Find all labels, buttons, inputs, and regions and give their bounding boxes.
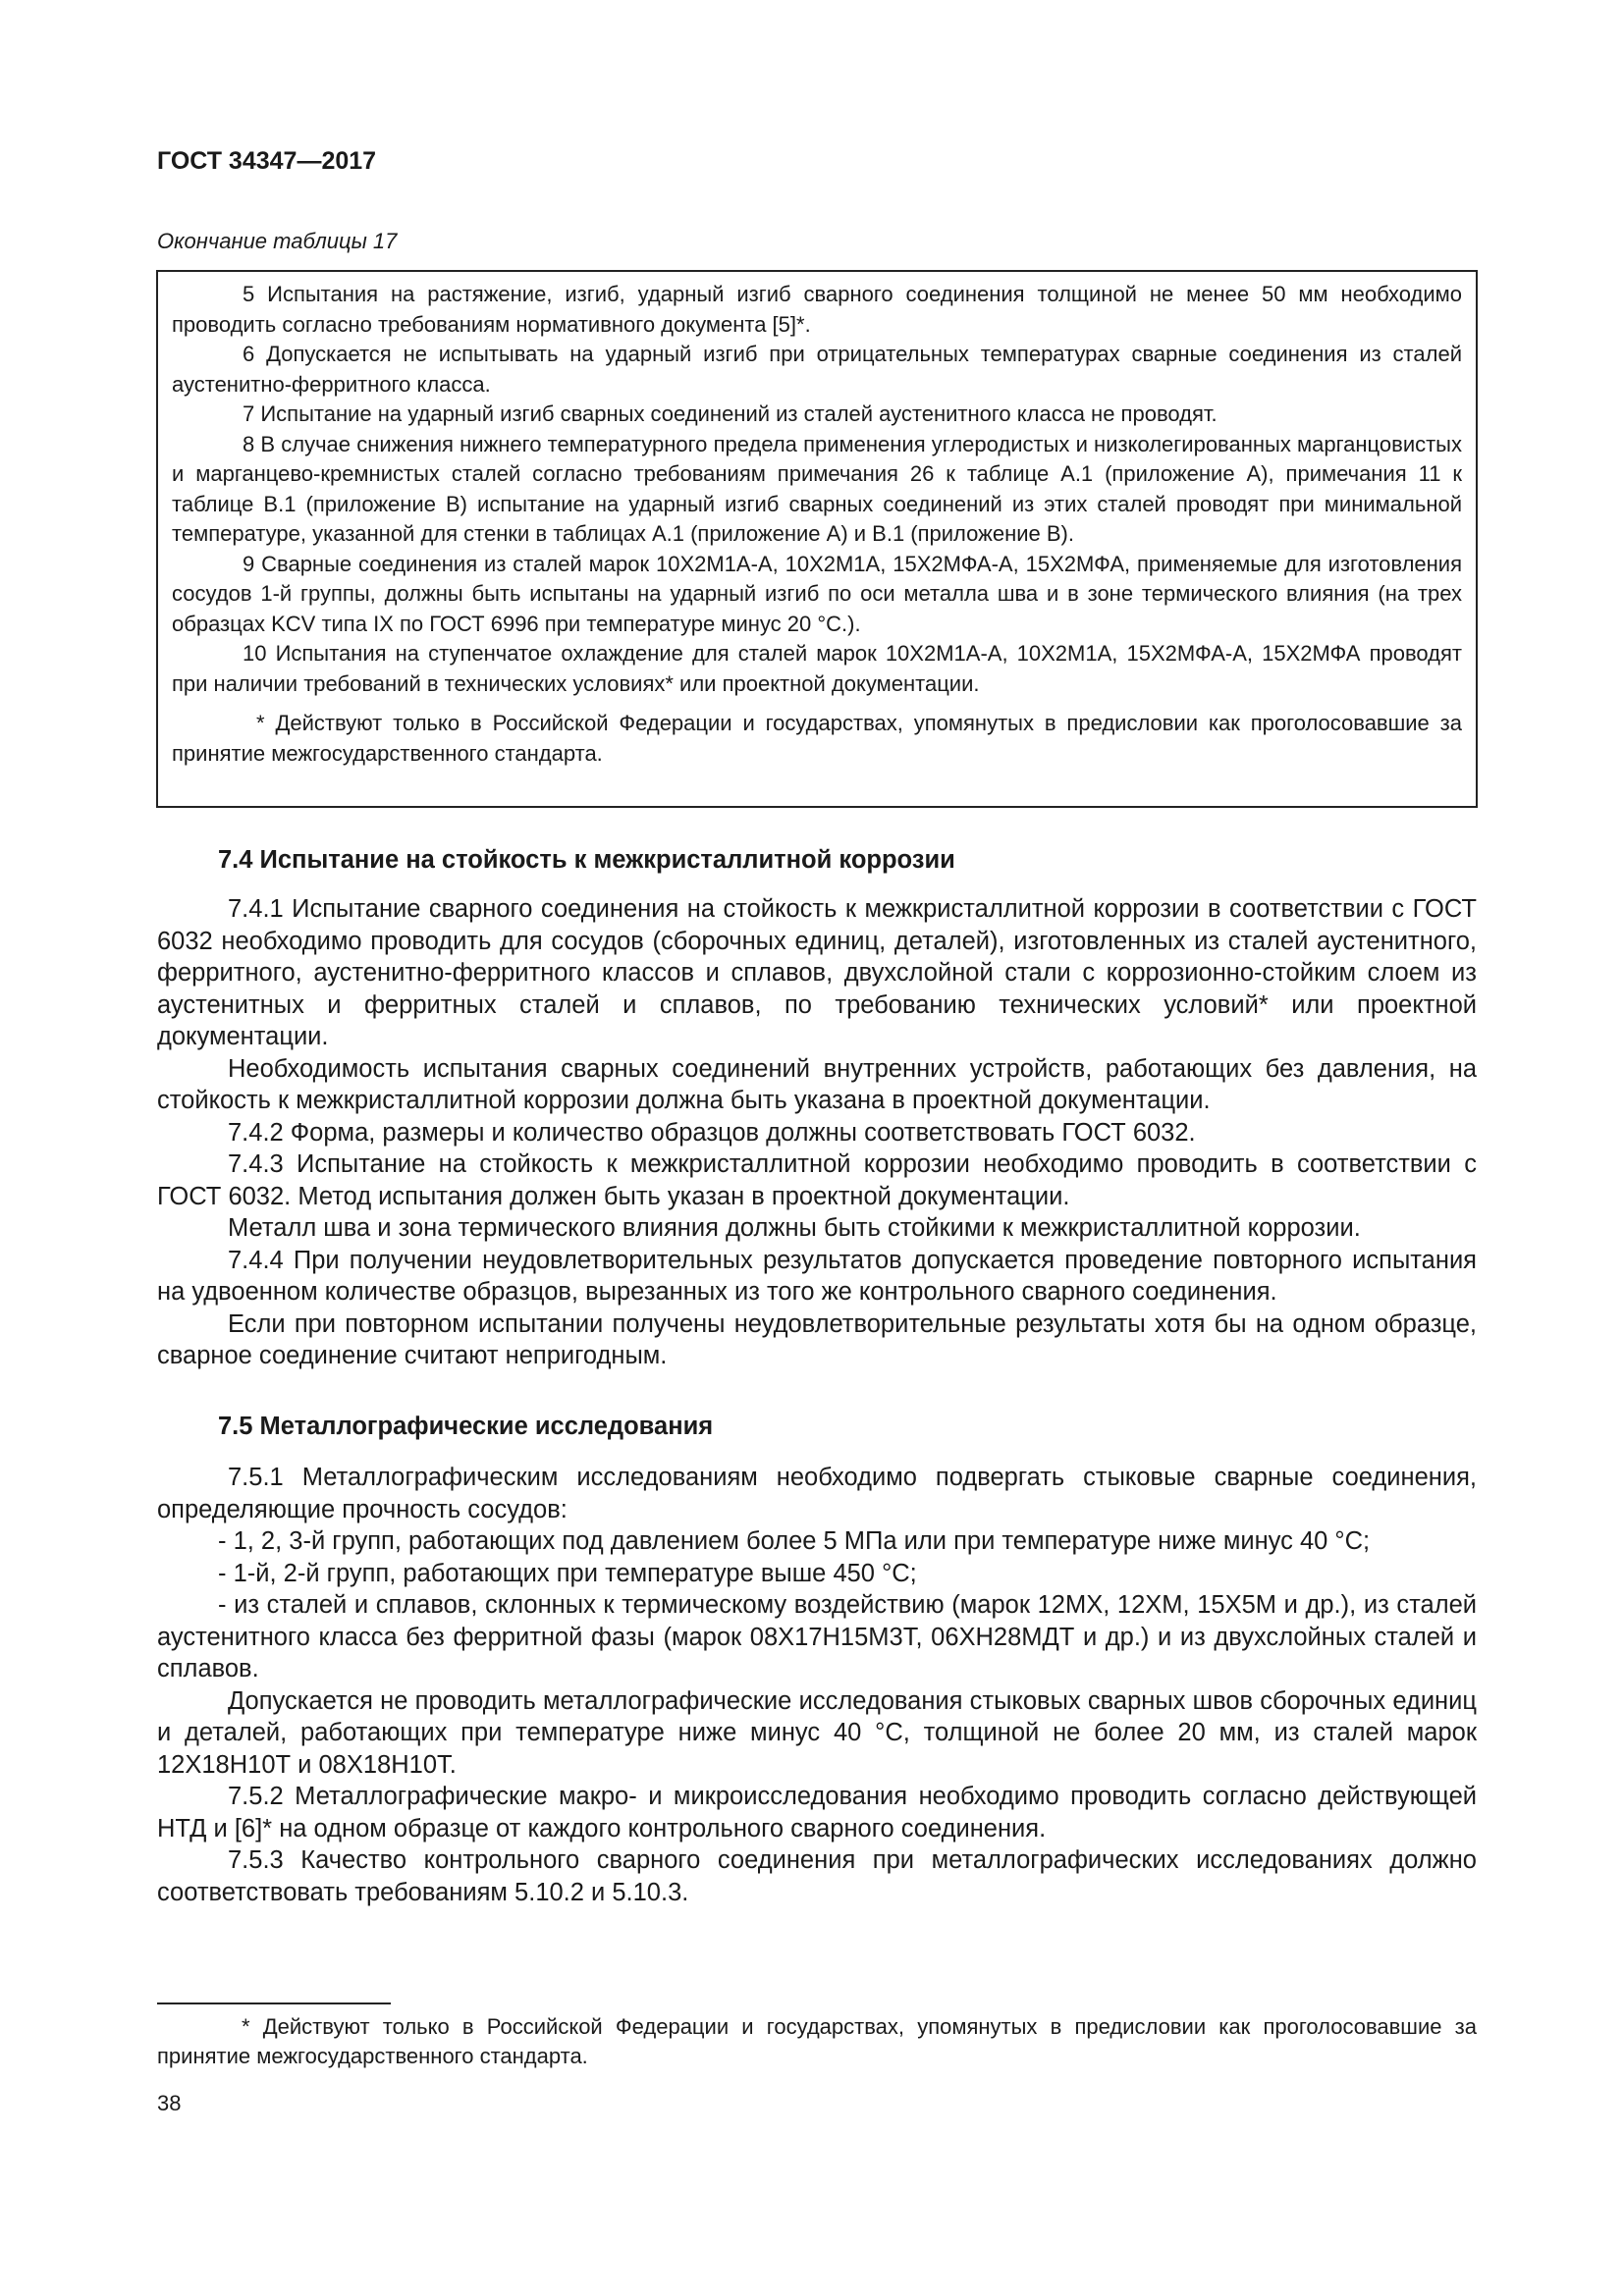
paragraph: Необходимость испытания сварных соединений внутренних устройств, работающих без давления, на стойкость к межкристаллитной коррозии должна быть указана в проектной документации. — [157, 1054, 1477, 1114]
table-note: 5 Испытания на растяжение, изгиб, ударный изгиб сварного соединения толщиной не менее 50 мм необходимо проводить согласно требованиям нормативного документа [5]*. — [172, 282, 1462, 337]
paragraph: 7.4.4 При получении неудовлетворительных результатов допускается проведение повторного испытания на удвоенном количестве образцов, вырезанных из того же контрольного сварного соединения. — [157, 1246, 1477, 1306]
page-footnote — [157, 2012, 1477, 2071]
table-note: 8 В случае снижения нижнего температурного предела применения углеродистых и низколегированных марганцовистых и марганцево-кремнистых сталей согласно требованиям примечания 26 к таблице А.1 (приложение А), примечания 11 к таблице В.1 (приложение В) испытание на ударный изгиб сварных соединений из этих сталей проводят при минимальной температуре, указанной для стенки в таблицах А.1 (приложение А) и В.1 (приложение В). — [172, 431, 1462, 546]
document-number: ГОСТ 34347—2017 — [157, 147, 377, 175]
table-note: 9 Сварные соединения из сталей марок 10Х2М1А-А, 10Х2М1А, 15Х2МФА-А, 15Х2МФА, применяемые для изготовления сосудов 1-й группы, должны быть испытаны на ударный изгиб по оси металла шва и в зоне термического влияния (на трех образцах KCV типа IX по ГОСТ 6996 при температуре минус 20 °С.). — [172, 551, 1462, 636]
list-item: - 1, 2, 3-й групп, работающих под давлением более 5 МПа или при температуре ниже минус 40 °С; — [218, 1527, 1371, 1555]
footnote-divider — [157, 2002, 391, 2004]
paragraph: 7.4.3 Испытание на стойкость к межкристаллитной коррозии необходимо проводить в соответствии с ГОСТ 6032. Метод испытания должен быть указан в проектной документации. — [157, 1150, 1477, 1210]
table-notes-box — [156, 270, 1478, 808]
table-continuation-caption: Окончание таблицы 17 — [157, 229, 398, 253]
section-7-5 — [157, 1411, 1477, 1908]
table-note: 10 Испытания на ступенчатое охлаждение для сталей марок 10Х2М1А-А, 10Х2М1А, 15Х2МФА-А, 15Х2МФА проводят при наличии требований в технических условиях* или проектной документации. — [172, 641, 1462, 696]
list-item: - из сталей и сплавов, склонных к термическому воздействию (марок 12МХ, 12ХМ, 15Х5М и др.), из сталей аустенитного класса без ферритной фазы (марок 08Х17Н15М3Т, 06ХН28МДТ и др.) и из двухслойных сталей и сплавов. — [157, 1591, 1477, 1682]
table-note: 6 Допускается не испытывать на ударный изгиб при отрицательных температурах сварные соединения из сталей аустенитно-ферритного класса. — [172, 342, 1462, 397]
paragraph: Допускается не проводить металлографические исследования стыковых сварных швов сборочных единиц и деталей, работающих при температуре ниже минус 40 °С, толщиной не более 20 мм, из сталей марок 12Х18Н10Т и 08Х18Н10Т. — [157, 1686, 1477, 1779]
paragraph: 7.4.1 Испытание сварного соединения на стойкость к межкристаллитной коррозии в соответствии с ГОСТ 6032 необходимо проводить для сосудов (сборочных единиц, деталей), изготовленных из сталей аустенитного, ферритного, аустенитно-ферритного классов и сплавов, двухслойной стали с коррозионно-стойким слоем из аустенитных и ферритных сталей и сплавов, по требованию технических условий* или проектной документации. — [157, 895, 1477, 1050]
paragraph: Если при повторном испытании получены неудовлетворительные результаты хотя бы на одном образце, сварное соединение считают непригодным. — [157, 1309, 1477, 1369]
section-heading: 7.4 Испытание на стойкость к межкристаллитной коррозии — [218, 846, 955, 874]
paragraph: Металл шва и зона термического влияния должны быть стойкими к межкристаллитной коррозии. — [228, 1214, 1361, 1242]
paragraph: 7.5.2 Металлографические макро- и микроисследования необходимо проводить согласно действующей НТД и [6]* на одном образце от каждого контрольного сварного соединения. — [157, 1783, 1477, 1842]
section-7-4 — [157, 844, 1477, 1372]
table-note: 7 Испытание на ударный изгиб сварных соединений из сталей аустенитного класса не проводят. — [243, 401, 1218, 426]
paragraph: 7.4.2 Форма, размеры и количество образцов должны соответствовать ГОСТ 6032. — [228, 1118, 1196, 1147]
page-number: 38 — [157, 2091, 182, 2115]
paragraph: 7.5.3 Качество контрольного сварного соединения при металлографических исследованиях должно соответствовать требованиям 5.10.2 и 5.10.3. — [157, 1846, 1477, 1906]
footnote-text: * Действуют только в Российской Федерации и государствах, упомянутых в предисловии как проголосовавшие за принятие межгосударственного стандарта. — [157, 2014, 1477, 2068]
table-footnote: * Действуют только в Российской Федерации и государствах, упомянутых в предисловии как проголосовавшие за принятие межгосударственного стандарта. — [172, 711, 1462, 766]
list-item: - 1-й, 2-й групп, работающих при температуре выше 450 °С; — [218, 1559, 917, 1587]
section-heading: 7.5 Металлографические исследования — [218, 1413, 714, 1440]
paragraph: 7.5.1 Металлографическим исследованиям необходимо подвергать стыковые сварные соединения, определяющие прочность сосудов: — [157, 1464, 1477, 1523]
